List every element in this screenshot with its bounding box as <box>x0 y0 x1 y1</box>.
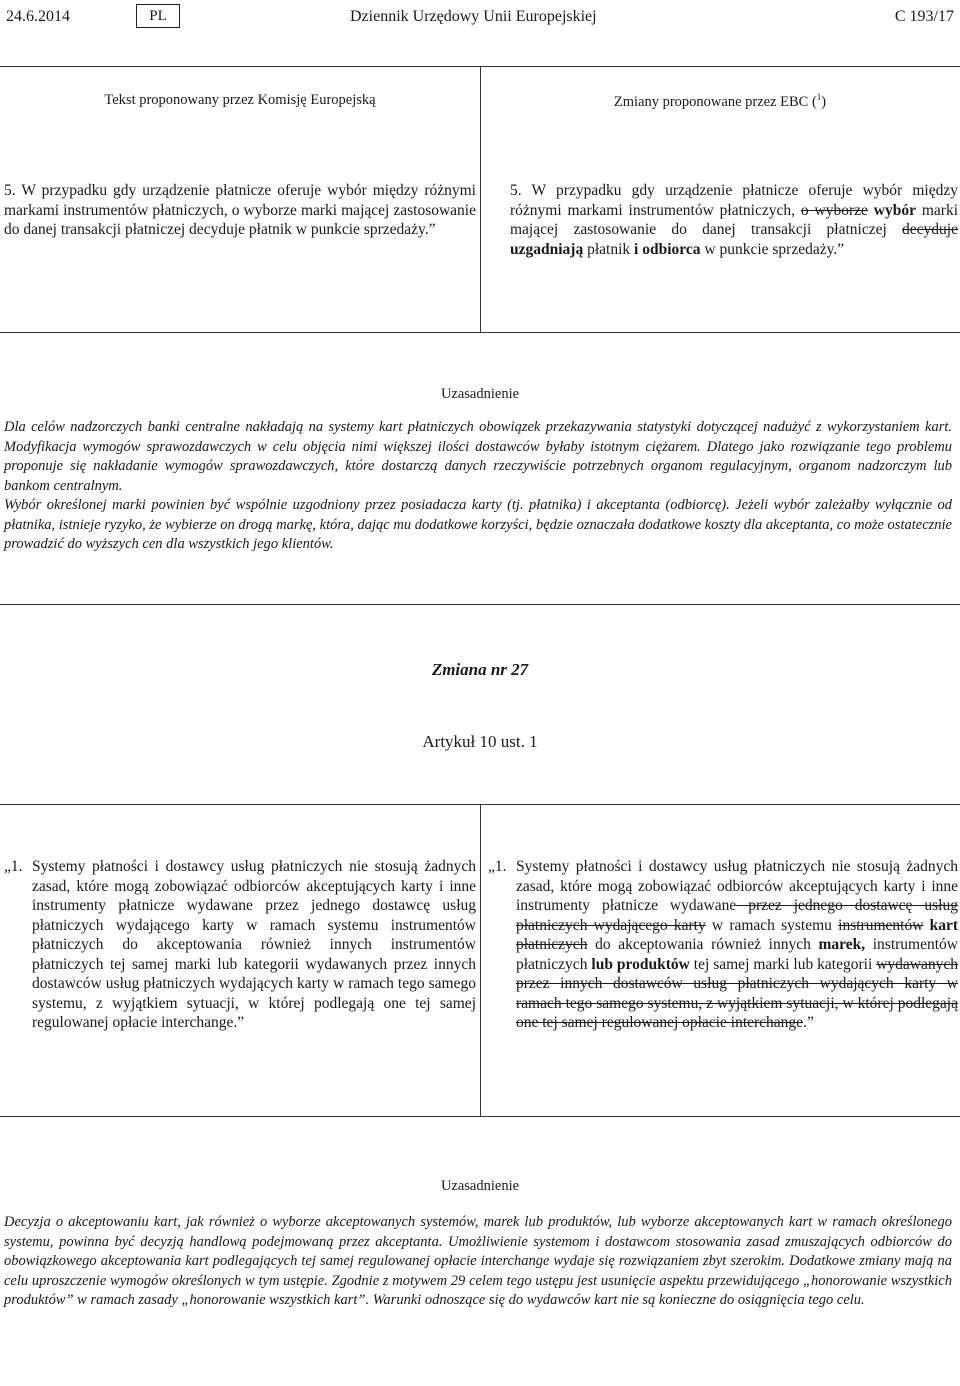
block1-ecb-run: płatnik <box>583 240 635 258</box>
block1-ecb-run: uzgadniają <box>510 240 584 258</box>
amendment-subtitle: Artykuł 10 ust. 1 <box>422 732 538 751</box>
justification2-body <box>4 1213 952 1311</box>
block2-ecb-number: „1. <box>488 858 507 875</box>
block1-ecb-run: 5. W przypadku gdy urządzenie płatnicze oferuje wybór między różnymi markami instrumentów płatniczych, <box>510 182 958 219</box>
justification2-paragraph: Decyzja o akceptowaniu kart, jak również o wyborze akceptowanych systemów, marek lub produktów, lub wyborze akceptowanych kart w ramach określonego systemu, powinna być decyzją handlową podejmowaną przez akceptanta. Umożliwienie systemom i dostawcom stosowania zasad zmuszających odbiorców do obowiązkowego akceptowania kart podlegających tej samej regulowanej opłacie interchange wydaje się rozwiązaniem zbyt szerokim. Dodatkowe zmiany mają na celu uproszczenie wymogów określonych w tym ustępie. Zgodnie z motywem 29 celem tego ustępu jest usunięcie aspektu przewidującego „honorowanie wszystkich produktów” w ramach zasady „honorowanie wszystkich kart”. Warunki odnoszące się do wydawców kart nie są konieczne do osiągnięcia tego celu. <box>4 1214 952 1308</box>
block2-commission-text: „1. Systemy płatności i dostawcy usług płatniczych nie stosują żadnych zasad, które mogą zobowiązać odbiorców akceptujących karty i inne instrumenty płatnicze wydawane przez jednego dostawcę usług płatniczych wydającego karty w ramach systemu instrumentów płatniczych do akceptowania również innych instrumentów płatniczych tej samej marki lub kategorii wydawanych przez innych dostawców usług płatniczych wydających karty w ramach tego samego systemu, z wyjątkiem sytuacji, w której podlegają one tej samej regulowanej opłacie interchange.” <box>4 858 476 1031</box>
block2-ecb-run: w ramach systemu <box>705 916 839 934</box>
journal-header <box>0 0 960 42</box>
journal-title: Dziennik Urzędowy Unii Europejskiej <box>350 8 597 25</box>
block1-commission-text: 5. W przypadku gdy urządzenie płatnicze oferuje wybór między różnymi markami instrumentów płatniczych, o wyborze marki mającej zastosowanie do danej transakcji płatniczej decyduje płatnik w punkcie sprzedaży.” <box>4 182 476 238</box>
block2-ecb-run: kart <box>929 916 959 934</box>
column-header-ecb: Zmiany proponowane przez EBC ($^1$) <box>613 92 827 110</box>
justification2-title: Uzasadnienie <box>440 1178 520 1194</box>
block2-ecb-run: instrumentów <box>838 916 924 934</box>
justification1-paragraph: Dla celów nadzorczych banki centralne nakładają na systemy kart płatniczych obowiązek przekazywania statystyki dotyczącej nadużyć z wykorzystaniem kart. Modyfikacja wymogów sprawozdawczych w celu objęcia nimi większej ilości dostawców byłaby istotnym ciężarem. Dlatego jako rozwiązanie tego problemu proponuje się nakładanie wymogów sprawozdawczych, które dostarczą danych rzeczywiście potrzebnych organom regulacyjnym, organom nadzorczym lub bankom centralnym. <box>4 419 952 494</box>
block2-ecb-run: tej samej marki lub kategorii <box>689 955 877 973</box>
block1-ecb-text <box>510 181 958 259</box>
block2-ecb-run: instrumentów płatniczych <box>516 936 958 973</box>
column-header-commission: Tekst proponowany przez Komisję Europejską <box>104 92 376 108</box>
block1-ecb-run: wybór <box>873 201 916 219</box>
separator-rule <box>0 604 960 605</box>
page-number: C 193/17 <box>894 8 954 25</box>
table1-bottom-rule <box>0 332 960 333</box>
block2-ecb-run: marek, <box>818 936 866 953</box>
block2-ecb-run: przez jednego dostawcę usług płatniczych wydającego karty <box>516 897 958 934</box>
block2-ecb-run: lub produktów <box>591 955 690 973</box>
block2-ecb-run: wydawanych przez innych dostawców usług płatniczych wydających karty w ramach tego samego systemu, z wyjątkiem sytuacji, w której podlegają one tej samej regulowanej opłacie interchange <box>516 955 958 1031</box>
block1-ecb-run: w punkcie sprzedaży.” <box>700 240 845 258</box>
table2-bottom-rule <box>0 1116 960 1117</box>
block2-ecb-text <box>488 857 958 1033</box>
justification1-body <box>4 418 952 555</box>
block1-ecb-run: decyduje <box>902 221 958 238</box>
language-badge: PL <box>136 4 180 28</box>
justification1-title: Uzasadnienie <box>440 386 520 402</box>
block1-ecb-run: marki mającej zastosowanie do danej transakcji płatniczej <box>510 201 959 238</box>
amendment-title: Zmiana nr 27 <box>431 660 529 679</box>
table1-column-divider <box>480 66 481 332</box>
block2-ecb-run: płatniczych <box>516 936 588 953</box>
table2-column-divider <box>480 804 481 1116</box>
block2-commission-number: „1. <box>4 858 23 875</box>
block2-ecb-run: do akceptowania również innych <box>587 936 819 953</box>
block1-ecb-run: o wyborze <box>800 201 868 219</box>
publication-date: 24.6.2014 <box>6 8 70 25</box>
block2-ecb-run: Systemy płatności i dostawcy usług płatniczych nie stosują żadnych zasad, które mogą zobowiązać odbiorców akceptujących karty i inne instrumenty płatnicze wydawane <box>516 858 958 914</box>
block1-ecb-run: i odbiorca <box>634 240 701 258</box>
justification1-paragraph: Wybór określonej marki powinien być wspólnie uzgodniony przez posiadacza karty (tj. płatnika) i akceptanta (odbiorcę). Jeżeli wybór zależałby wyłącznie od płatnika, istnieje ryzyko, że wybierze on drogą markę, która, dając mu dodatkowe korzyści, będzie oznaczała dodatkowe koszty dla akceptanta, co może ostatecznie prowadzić do wyższych cen dla wszystkich jego klientów. <box>4 497 952 552</box>
block2-ecb-run: .” <box>803 1014 814 1031</box>
